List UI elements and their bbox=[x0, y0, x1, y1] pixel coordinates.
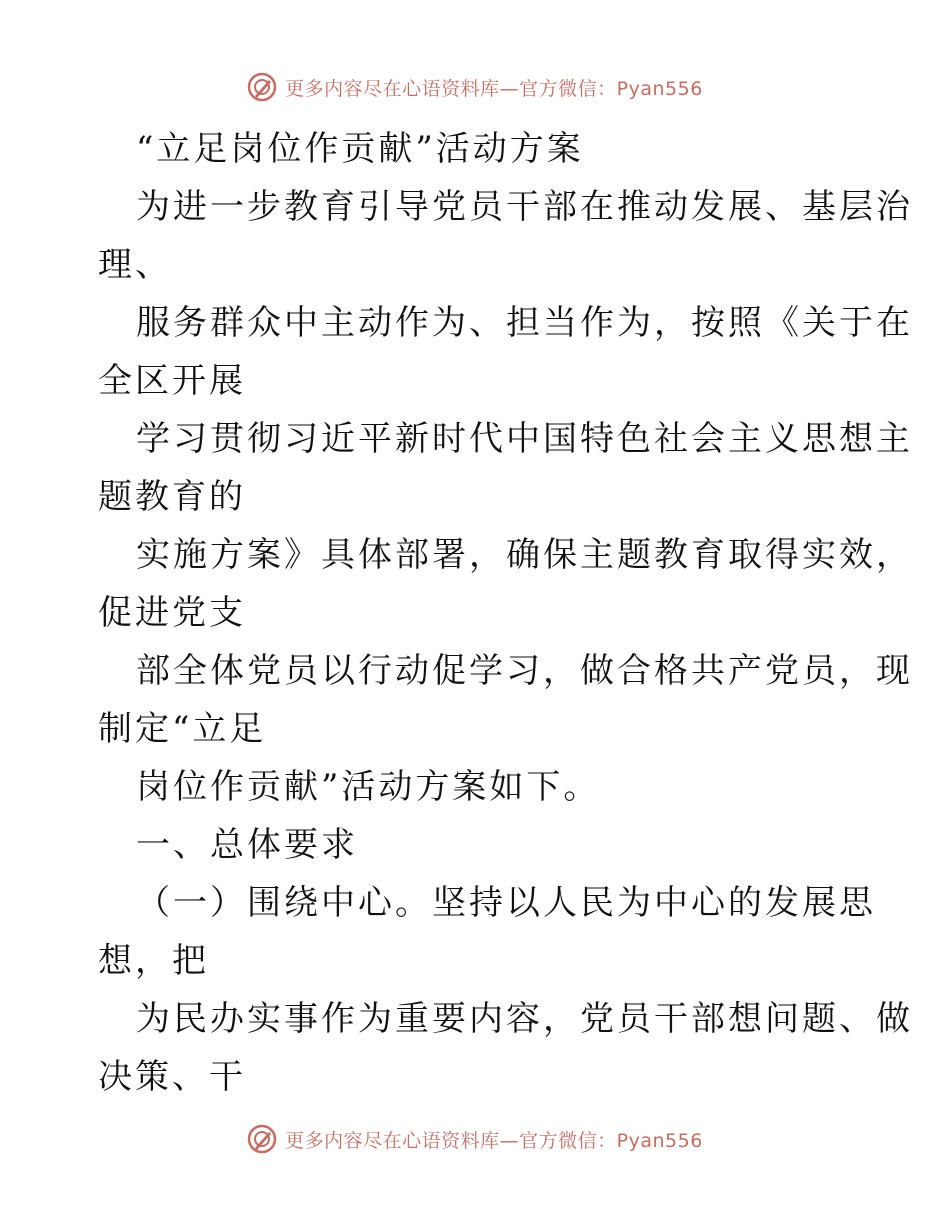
paragraph-line: 部全体党员以行动促学习，做合格共产党员，现 bbox=[136, 651, 913, 691]
watermark-text: 更多内容尽在心语资料库—官方微信：Pyan556 bbox=[285, 77, 703, 100]
paragraph-line: 促进党支 bbox=[98, 593, 246, 633]
document-title: “立足岗位作贡献”活动方案 bbox=[136, 129, 584, 169]
paragraph-line: （一）围绕中心。坚持以人民为中心的发展思 bbox=[136, 883, 876, 923]
pen-logo-icon bbox=[247, 1124, 277, 1154]
watermark-footer bbox=[0, 1124, 950, 1154]
paragraph-line: 岗位作贡献”活动方案如下。 bbox=[136, 767, 601, 807]
paragraph-line: 想，把 bbox=[98, 941, 209, 981]
paragraph-line: 学习贯彻习近平新时代中国特色社会主义思想主 bbox=[136, 419, 913, 459]
paragraph-line: 题教育的 bbox=[98, 477, 246, 517]
paragraph-line: 为民办实事作为重要内容，党员干部想问题、做 bbox=[136, 999, 913, 1039]
paragraph-line: 实施方案》具体部署，确保主题教育取得实效， bbox=[136, 535, 913, 575]
watermark-text: 更多内容尽在心语资料库—官方微信：Pyan556 bbox=[285, 1129, 703, 1152]
paragraph-line: 为进一步教育引导党员干部在推动发展、基层治 bbox=[136, 187, 913, 227]
paragraph-line: 制定“立足 bbox=[98, 709, 267, 749]
paragraph-line: 理、 bbox=[98, 245, 172, 285]
paragraph-line: 决策、干 bbox=[98, 1057, 246, 1097]
document-body bbox=[98, 120, 913, 1106]
paragraph-line: 服务群众中主动作为、担当作为，按照《关于在 bbox=[136, 303, 913, 343]
pen-logo-icon bbox=[247, 72, 277, 102]
paragraph-line: 全区开展 bbox=[98, 361, 246, 401]
section-heading: 一、总体要求 bbox=[136, 825, 358, 865]
watermark-header bbox=[0, 72, 950, 102]
